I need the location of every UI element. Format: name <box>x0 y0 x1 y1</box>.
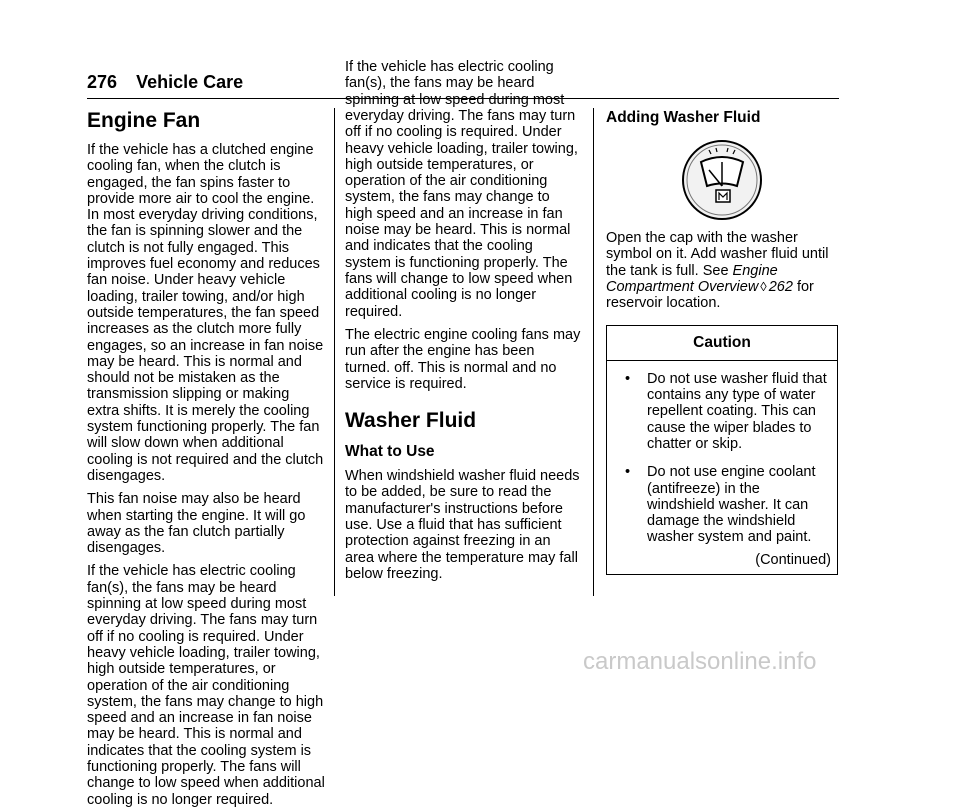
column-left <box>87 108 325 808</box>
engine-fan-title: Engine Fan <box>87 109 201 132</box>
adding-washer-fluid-text: Open the cap with the washer symbol on it. Add washer fluid until the tank is full. See Engine Compartment Overview ◊ 262 for reservoir location. <box>606 230 829 312</box>
engine-fan-paragraph-3-cont: If the vehicle has electric cooling fan(s), the fans may be heard spinning at low speed during most everyday driving. The fans may turn off if no cooling is required. Under heavy vehicle loading, trailer towing, high outside temperatures, or operation of the air conditioning system, the fans may change to high speed and an increase in fan noise may be heard. This is normal and indicates that the cooling system is functioning properly. The fans will change to low speed when additional cooling is no longer required. <box>345 59 578 320</box>
windshield-washer-icon <box>679 140 765 220</box>
page-reference-icon: ◊ <box>760 278 767 294</box>
engine-fan-paragraph-1: If the vehicle has a clutched engine cooling fan, when the clutch is engaged, the fan spins faster to provide more air to cool the engine. In most everyday driving conditions, the fan is spinning slower and the clutch is not fully engaged. This improves fuel economy and reduces fan noise. Under heavy vehicle loading, trailer towing, and/or high outside temperatures, the fan speed increases as the clutch more fully engages, so an increase in fan noise may be heard. This is normal and should not be mistaken as the transmission slipping or making extra shifts. It is merely the cooling system functioning properly. The fan will slow down when additional cooling is not required and the clutch disengages. <box>87 142 324 484</box>
bullet: • <box>625 464 631 481</box>
washer-symbol-figure <box>606 140 838 220</box>
bullet: • <box>625 370 631 387</box>
section-title: Vehicle Care <box>136 72 244 92</box>
page-number: 276 <box>87 72 118 92</box>
caution-box <box>606 325 838 575</box>
washer-fluid-title: Washer Fluid <box>345 409 477 433</box>
engine-compartment-overview-link[interactable]: Engine Compartment Overview <box>606 262 778 295</box>
what-to-use-text: When windshield washer fluid needs to be added, be sure to read the manufacturer's instructions before use. Use a fluid that has sufficient protection against freezing in an area where the temperature may fall below freezing. <box>345 468 580 582</box>
column-right <box>606 108 838 575</box>
engine-fan-paragraph-3: If the vehicle has electric cooling fan(s), the fans may be heard spinning at low speed during most everyday driving. The fans may turn off if no cooling is required. Under heavy vehicle loading, trailer towing, high outside temperatures, or operation of the air conditioning system, the fans may change to high speed and an increase in fan noise may be heard. This is normal and indicates that the cooling system is functioning properly. The fans will change to low speed when additional cooling is no longer required. <box>87 563 325 808</box>
caution-title: Caution <box>607 326 837 360</box>
adding-washer-fluid-heading: Adding Washer Fluid <box>606 109 761 126</box>
caution-item: • Do not use engine coolant (antifreeze) in the windshield washer. It can damage the windshield washer system and paint. <box>625 464 816 546</box>
watermark: carmanualsonline.info <box>583 648 817 675</box>
what-to-use-heading: What to Use <box>345 443 435 461</box>
caution-list <box>607 371 837 546</box>
column-divider-2 <box>593 108 594 596</box>
caution-item: • Do not use washer fluid that contains any type of water repellent coating. This can cause the wiper blades to chatter or skip. <box>625 370 827 452</box>
column-middle <box>345 59 581 589</box>
xref-page-number[interactable]: 262 <box>768 278 793 295</box>
engine-fan-paragraph-4: The electric engine cooling fans may run after the engine has been turned. off. This is normal and no service is required. <box>345 327 581 392</box>
column-divider-1 <box>334 108 335 596</box>
continued-label: (Continued) <box>755 551 831 568</box>
engine-fan-paragraph-2: This fan noise may also be heard when starting the engine. It will go away as the fan clutch partially disengages. <box>87 491 306 557</box>
